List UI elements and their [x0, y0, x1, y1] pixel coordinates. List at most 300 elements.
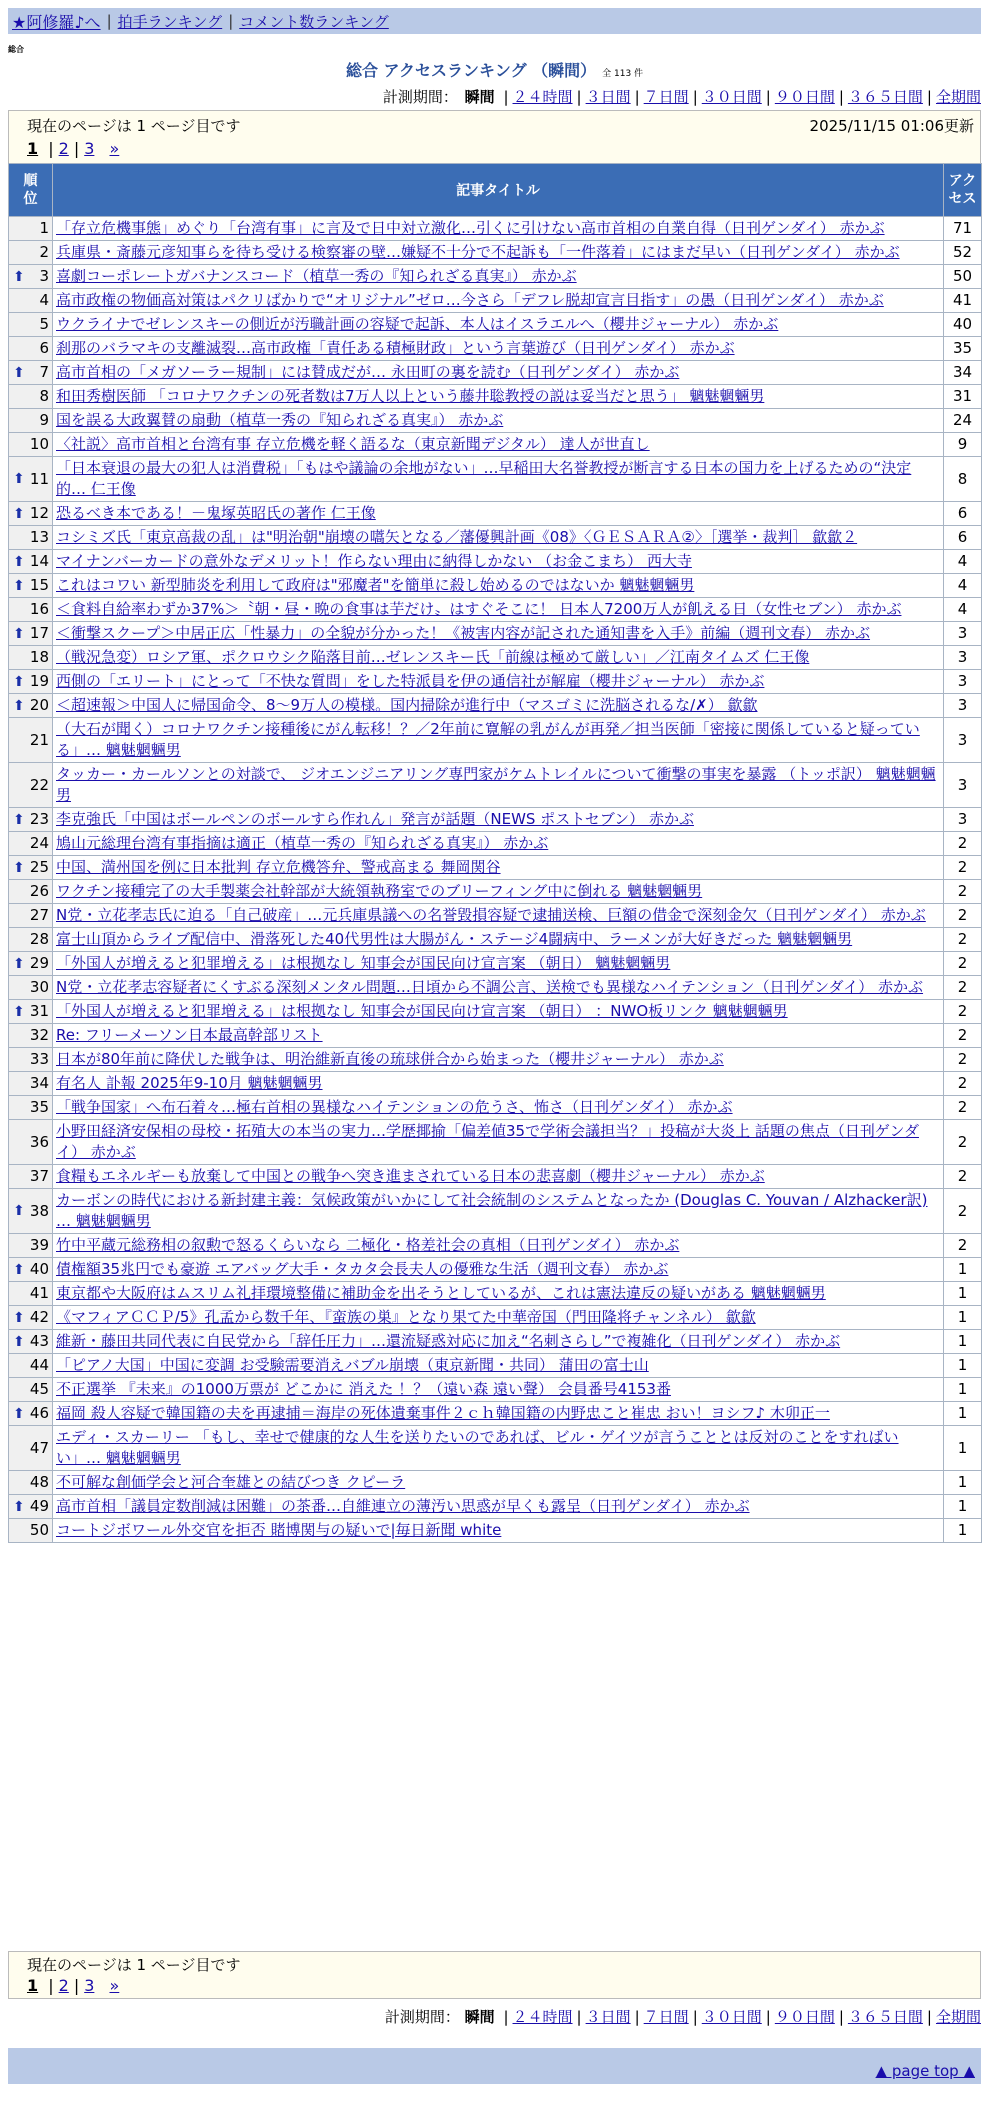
- rank-up-arrow-icon: ⬆: [13, 577, 25, 594]
- ranking-table-body: [9, 217, 982, 1543]
- table-row: [9, 1402, 982, 1426]
- article-title-link[interactable]: 「戦争国家」へ布石着々…極右首相の異様なハイテンションの危うさ、怖さ（日刊ゲンダイ） 赤かぶ: [56, 1098, 733, 1116]
- table-row: [9, 1471, 982, 1495]
- access-count: 52: [944, 241, 982, 265]
- period-separator: |: [634, 88, 640, 106]
- access-count: 1: [944, 1282, 982, 1306]
- table-row: [9, 1120, 982, 1165]
- table-row: [9, 1330, 982, 1354]
- access-count: 2: [944, 1120, 982, 1165]
- article-title-link[interactable]: 有名人 訃報 2025年9-10月 魑魅魍魎男: [56, 1074, 323, 1092]
- rank-cell: [9, 265, 53, 289]
- table-row: [9, 763, 982, 808]
- rank-number: 37: [29, 1167, 49, 1185]
- pager-current: 1: [27, 139, 39, 158]
- table-row: [9, 880, 982, 904]
- access-count: 50: [944, 265, 982, 289]
- total-count: 全 113 件: [602, 69, 644, 79]
- rank-number: 30: [29, 978, 49, 996]
- period-separator: |: [926, 2008, 932, 2026]
- page-title: 総合 アクセスランキング （瞬間）: [345, 61, 597, 80]
- pager-link[interactable]: 3: [84, 1976, 95, 1995]
- rank-cell: [9, 1519, 53, 1543]
- period-separator: |: [634, 2008, 640, 2026]
- article-title-link[interactable]: ＜衝撃スクープ＞中居正広「性暴力」の全貌が分かった！《被害内容が記された通知書を入手》前編（週刊文春） 赤かぶ: [56, 624, 871, 642]
- article-title-link[interactable]: 高市首相の「メガソーラー規制」には賛成だが… 永田町の裏を読む（日刊ゲンダイ） 赤かぶ: [56, 363, 680, 381]
- article-title-link[interactable]: 不可解な創価学会と河合奎雄との結びつき クピーラ: [56, 1473, 406, 1491]
- article-title-link[interactable]: 食糧もエネルギーも放棄して中国との戦争へ突き進まされている日本の悲喜劇（櫻井ジャーナル） 赤かぶ: [56, 1167, 765, 1185]
- article-title-link[interactable]: 不正選挙 『未来』の1000万票が どこかに 消えた ！？（遠い森 遠い聲） 会員番号4153番: [56, 1380, 671, 1398]
- period-link[interactable]: ２４時間: [512, 88, 573, 106]
- period-selector-bottom: [385, 2006, 981, 2027]
- table-row: [9, 622, 982, 646]
- rank-cell: [9, 502, 53, 526]
- article-title-link[interactable]: 李克強氏「中国はボールペンのボールすら作れん」発言が話題（NEWS ポストセブン） 赤かぶ: [56, 810, 694, 828]
- rank-number: 41: [29, 1284, 49, 1302]
- article-title-link[interactable]: 兵庫県・斎藤元彦知事らを待ち受ける検察審の壁…嫌疑不十分で不起訴も「一件落着」にはまだ早い（日刊ゲンダイ） 赤かぶ: [56, 243, 900, 261]
- period-separator: |: [576, 2008, 582, 2026]
- title-cell: [53, 550, 944, 574]
- title-cell: [53, 1402, 944, 1426]
- table-row: [9, 1165, 982, 1189]
- title-cell: [53, 1282, 944, 1306]
- table-row: [9, 952, 982, 976]
- period-separator: |: [692, 2008, 698, 2026]
- current-page-text: 現在のページは 1 ページ目です: [27, 117, 241, 135]
- rank-cell: [9, 433, 53, 457]
- period-link[interactable]: ３０日間: [701, 88, 762, 106]
- table-row: [9, 1072, 982, 1096]
- access-count: 3: [944, 670, 982, 694]
- access-count: 1: [944, 1354, 982, 1378]
- rank-cell: [9, 1306, 53, 1330]
- rank-up-arrow-icon: ⬆: [13, 811, 25, 828]
- rank-number: 2: [39, 243, 49, 261]
- pager-current: 1: [27, 1976, 39, 1995]
- title-cell: [53, 904, 944, 928]
- table-row: [9, 1048, 982, 1072]
- article-title-link[interactable]: 恐るべき本である！－鬼塚英昭氏の著作 仁王像: [56, 504, 376, 522]
- title-cell: [53, 1048, 944, 1072]
- article-title-link[interactable]: 「日本衰退の最大の犯人は消費税」「もはや議論の余地がない」…早稲田大名誉教授が断言する日本の国力を上げるための“決定的… 仁王像: [56, 459, 912, 498]
- rank-number: 7: [39, 363, 49, 381]
- comment-ranking-link[interactable]: コメント数ランキング: [239, 12, 389, 31]
- table-header-row: [9, 164, 982, 217]
- rank-cell: [9, 385, 53, 409]
- access-count: 1: [944, 1471, 982, 1495]
- period-selector-top: [383, 86, 981, 107]
- access-count: 4: [944, 574, 982, 598]
- title-cell: [53, 433, 944, 457]
- rank-cell: [9, 1426, 53, 1471]
- access-count: 1: [944, 1519, 982, 1543]
- table-row: [9, 313, 982, 337]
- table-row: [9, 976, 982, 1000]
- article-title-link[interactable]: 《マフィアＣＣＰ/5》孔孟から数千年、『蛮族の巣』となり果てた中華帝国（門田隆将チャンネル） 歙歙: [56, 1308, 756, 1326]
- access-count: 2: [944, 952, 982, 976]
- article-title-link[interactable]: 高市首相「議員定数削減は困難」の茶番…自維連立の薄汚い思惑が早くも露呈（日刊ゲンダイ） 赤かぶ: [56, 1497, 750, 1515]
- rank-cell: [9, 598, 53, 622]
- rank-cell: [9, 409, 53, 433]
- table-row: [9, 1000, 982, 1024]
- rank-number: 25: [29, 858, 49, 876]
- rank-number: 24: [29, 834, 49, 852]
- article-title-link[interactable]: 〈社説〉高市首相と台湾有事 存立危機を軽く語るな（東京新聞デジタル） 達人が世直し: [56, 435, 650, 453]
- period-separator: |: [503, 2008, 509, 2026]
- rank-cell: [9, 1165, 53, 1189]
- rank-cell: [9, 763, 53, 808]
- table-row: [9, 574, 982, 598]
- article-title-link[interactable]: 「ピアノ大国」中国に変調 お受験需要消えバブル崩壊（東京新聞・共同） 蒲田の富士山: [56, 1356, 649, 1374]
- title-cell: [53, 808, 944, 832]
- title-cell: [53, 832, 944, 856]
- table-row: [9, 526, 982, 550]
- pager-spacer: [99, 1976, 104, 1995]
- period-link[interactable]: ３日間: [585, 2008, 631, 2026]
- rank-cell: [9, 1402, 53, 1426]
- rank-number: 14: [29, 552, 49, 570]
- article-title-link[interactable]: 国を誤る大政翼賛の扇動（植草一秀の『知られざる真実』） 赤かぶ: [56, 411, 504, 429]
- article-title-link[interactable]: 竹中平蔵元総務相の叙勲で怒るくらいなら 二極化・格差社会の真相（日刊ゲンダイ） 赤かぶ: [56, 1236, 680, 1254]
- article-title-link[interactable]: 小野田経済安保相の母校・拓殖大の本当の実力…学歴揶揄「偏差値35で学術会議担当？」投稿が大炎上 話題の焦点（日刊ゲンダイ） 赤かぶ: [56, 1122, 919, 1161]
- rank-cell: [9, 1495, 53, 1519]
- access-count: 3: [944, 808, 982, 832]
- period-link[interactable]: ７日間: [643, 88, 689, 106]
- article-title-link[interactable]: 西側の「エリート」にとって「不快な質問」をした特派員を伊の通信社が解雇（櫻井ジャーナル） 赤かぶ: [56, 672, 765, 690]
- rank-number: 21: [29, 730, 49, 749]
- table-row: [9, 1426, 982, 1471]
- table-row: [9, 337, 982, 361]
- rank-up-arrow-icon: ⬆: [13, 505, 25, 522]
- rank-number: 40: [29, 1260, 49, 1278]
- table-row: [9, 1354, 982, 1378]
- rank-up-arrow-icon: ⬆: [13, 1003, 25, 1020]
- article-title-link[interactable]: （戦況急変）ロシア軍、ポクロウシク陥落目前…ゼレンスキー氏「前線は極めて厳しい」／江南タイムズ 仁王像: [56, 648, 810, 666]
- access-count: 3: [944, 622, 982, 646]
- table-row: [9, 502, 982, 526]
- page-top-link[interactable]: ▲ page top ▲: [875, 2062, 975, 2080]
- access-count: 2: [944, 904, 982, 928]
- table-row: [9, 1189, 982, 1234]
- access-count: 2: [944, 832, 982, 856]
- access-count: 24: [944, 409, 982, 433]
- rank-number: 34: [29, 1074, 49, 1092]
- period-link[interactable]: ２４時間: [512, 2008, 573, 2026]
- top-nav-bar: [8, 8, 981, 34]
- article-title-link[interactable]: N党・立花孝志容疑者にくすぶる深刻メンタル問題…日頃から不調公言、送検でも異様なハイテンション（日刊ゲンダイ） 赤かぶ: [56, 978, 924, 996]
- access-count: 6: [944, 502, 982, 526]
- rank-number: 9: [39, 411, 49, 429]
- title-cell: [53, 217, 944, 241]
- table-row: [9, 1495, 982, 1519]
- article-title-link[interactable]: 刹那のバラマキの支離滅裂…高市政権「責任ある積極財政」という言葉遊び（日刊ゲンダイ） 赤かぶ: [56, 339, 735, 357]
- article-title-link[interactable]: 「外国人が増えると犯罪増える」は根拠なし 知事会が国民向け宣言案 （朝日） ：NWO板リンク 魑魅魍魎男: [56, 1002, 788, 1020]
- table-row: [9, 241, 982, 265]
- pager-separator: |: [73, 139, 80, 158]
- rank-number: 1: [39, 219, 49, 237]
- period-separator: |: [838, 88, 844, 106]
- title-cell: [53, 1378, 944, 1402]
- access-count: 1: [944, 1426, 982, 1471]
- period-link[interactable]: ３６５日間: [847, 88, 923, 106]
- title-cell: [53, 1471, 944, 1495]
- title-cell: [53, 1000, 944, 1024]
- period-separator: |: [765, 88, 771, 106]
- rank-number: 33: [29, 1050, 49, 1068]
- table-row: [9, 598, 982, 622]
- rank-number: 26: [29, 882, 49, 900]
- access-count: 40: [944, 313, 982, 337]
- bottom-bar: [8, 2048, 981, 2084]
- title-cell: [53, 622, 944, 646]
- page-info-box: [8, 110, 981, 164]
- title-cell: [53, 361, 944, 385]
- article-title-link[interactable]: ウクライナでゼレンスキーの側近が汚職計画の容疑で起訴、本人はイスラエルへ（櫻井ジャーナル） 赤かぶ: [56, 315, 779, 333]
- access-count: 6: [944, 526, 982, 550]
- title-cell: [53, 1306, 944, 1330]
- title-cell: [53, 1330, 944, 1354]
- article-title-link[interactable]: 債権額35兆円でも豪遊 エアバッグ大手・タカタ会長夫人の優雅な生活（週刊文春） 赤かぶ: [56, 1260, 669, 1278]
- table-row: [9, 1378, 982, 1402]
- rank-number: 39: [29, 1236, 49, 1254]
- table-row: [9, 361, 982, 385]
- rank-number: 5: [39, 315, 49, 333]
- period-link[interactable]: ９０日間: [774, 2008, 835, 2026]
- rank-up-arrow-icon: ⬆: [13, 268, 25, 285]
- title-cell: [53, 457, 944, 502]
- header-access: アクセス: [944, 164, 982, 217]
- rank-cell: [9, 1354, 53, 1378]
- table-row: [9, 1024, 982, 1048]
- access-count: 2: [944, 1234, 982, 1258]
- title-cell: [53, 1072, 944, 1096]
- period-link[interactable]: ３６５日間: [847, 2008, 923, 2026]
- table-row: [9, 457, 982, 502]
- access-count: 2: [944, 1024, 982, 1048]
- article-title-link[interactable]: コシミズ氏「東京高裁の乱」は"明治朝"崩壊の嚆矢となる／藩優興計画《08》〈ＧＥＳＡＲＡ②〉［選挙・裁判］ 歙歙２: [56, 528, 858, 546]
- table-row: [9, 385, 982, 409]
- rank-cell: [9, 1471, 53, 1495]
- pager-spacer: [99, 139, 104, 158]
- rank-number: 46: [29, 1404, 49, 1422]
- pager-link[interactable]: 3: [84, 139, 95, 158]
- article-title-link[interactable]: （大石が聞く）コロナワクチン接種後にがん転移！？／2年前に寛解の乳がんが再発／担当医師「密接に関係していると疑っている」… 魑魅魍魎男: [56, 720, 920, 759]
- article-title-link[interactable]: タッカー・カールソンとの対談で、 ジオエンジニアリング専門家がケムトレイルについて衝撃の事実を暴露 （トッポ訳） 魑魅魍魎男: [56, 765, 936, 804]
- rank-cell: [9, 550, 53, 574]
- title-cell: [53, 241, 944, 265]
- table-row: [9, 409, 982, 433]
- rank-number: 22: [29, 775, 49, 794]
- access-count: 31: [944, 385, 982, 409]
- article-title-link[interactable]: 高市政権の物価高対策はパクリばかりで“オリジナル”ゼロ…今さら「デフレ脱却宣言目指す」の愚（日刊ゲンダイ） 赤かぶ: [56, 291, 884, 309]
- home-link[interactable]: ★阿修羅♪へ: [12, 12, 101, 32]
- table-row: [9, 670, 982, 694]
- rank-number: 48: [29, 1473, 49, 1491]
- period-link[interactable]: 全期間: [935, 2008, 981, 2026]
- period-link[interactable]: ３０日間: [701, 2008, 762, 2026]
- table-row: [9, 856, 982, 880]
- title-cell: [53, 313, 944, 337]
- table-row: [9, 832, 982, 856]
- period-separator: |: [838, 2008, 844, 2026]
- rank-cell: [9, 856, 53, 880]
- rank-cell: [9, 1048, 53, 1072]
- rank-number: 45: [29, 1380, 49, 1398]
- pager-next-link[interactable]: »: [109, 139, 120, 158]
- rank-number: 16: [29, 600, 49, 618]
- access-count: 2: [944, 1048, 982, 1072]
- article-title-link[interactable]: ワクチン接種完了の大手製薬会社幹部が大統領執務室でのブリーフィング中に倒れる 魑魅魍魎男: [56, 882, 703, 900]
- period-link[interactable]: ９０日間: [774, 88, 835, 106]
- title-cell: [53, 1519, 944, 1543]
- period-separator: |: [765, 2008, 771, 2026]
- pager-link[interactable]: 2: [58, 139, 69, 158]
- access-count: 41: [944, 289, 982, 313]
- access-count: 2: [944, 1072, 982, 1096]
- title-cell: [53, 1258, 944, 1282]
- title-cell: [53, 763, 944, 808]
- period-current: 瞬間: [464, 88, 495, 106]
- rank-cell: [9, 832, 53, 856]
- rank-cell: [9, 1096, 53, 1120]
- page-info-box-bottom: [8, 1951, 981, 1999]
- table-row: [9, 1519, 982, 1543]
- title-cell: [53, 1096, 944, 1120]
- rank-up-arrow-icon: ⬆: [13, 553, 25, 570]
- access-count: 3: [944, 763, 982, 808]
- access-count: 1: [944, 1402, 982, 1426]
- rank-cell: [9, 289, 53, 313]
- rank-number: 44: [29, 1356, 49, 1374]
- table-row: [9, 646, 982, 670]
- article-title-link[interactable]: 和田秀樹医師 「コロナワクチンの死者数は7万人以上という藤井聡教授の説は妥当だと思う」 魑魅魍魎男: [56, 387, 765, 405]
- table-row: [9, 217, 982, 241]
- period-link[interactable]: ３日間: [585, 88, 631, 106]
- rank-up-arrow-icon: ⬆: [13, 471, 25, 487]
- period-link[interactable]: ７日間: [643, 2008, 689, 2026]
- rank-number: 4: [39, 291, 49, 309]
- access-count: 3: [944, 646, 982, 670]
- title-cell: [53, 265, 944, 289]
- table-row: [9, 694, 982, 718]
- period-link[interactable]: 全期間: [935, 88, 981, 106]
- rank-number: 15: [29, 576, 49, 594]
- rank-number: 20: [29, 696, 49, 714]
- updated-timestamp: 2025/11/15 01:06更新: [809, 117, 974, 135]
- rank-cell: [9, 646, 53, 670]
- article-title-link[interactable]: カーボンの時代における新封建主義：気候政策がいかにして社会統制のシステムとなったか (Douglas C. Youvan / Alzhacker訳) … 魑魅魍魎男: [56, 1191, 928, 1230]
- rank-number: 42: [29, 1308, 49, 1326]
- rank-up-arrow-icon: ⬆: [13, 1309, 25, 1326]
- article-title-link[interactable]: N党・立花孝志氏に迫る「自己破産」…元兵庫県議への名誉毀損容疑で逮捕送検、巨額の借金で深刻金欠（日刊ゲンダイ） 赤かぶ: [56, 906, 926, 924]
- access-count: 2: [944, 928, 982, 952]
- period-separator: |: [576, 88, 582, 106]
- rank-cell: [9, 904, 53, 928]
- title-cell: [53, 385, 944, 409]
- pager-separator: |: [48, 1976, 54, 1995]
- title-cell: [53, 1024, 944, 1048]
- article-title-link[interactable]: ＜食料自給率わずか37%＞〝朝・昼・晩の食事は芋だけ〟はすぐそこに！ 日本人7200万人が飢える日（女性セブン） 赤かぶ: [56, 600, 902, 618]
- rank-number: 12: [29, 504, 49, 522]
- rank-up-arrow-icon: ⬆: [13, 1203, 25, 1219]
- rank-cell: [9, 670, 53, 694]
- table-row: [9, 928, 982, 952]
- rank-cell: [9, 622, 53, 646]
- rank-cell: [9, 1258, 53, 1282]
- rank-up-arrow-icon: ⬆: [13, 625, 25, 642]
- pager-link[interactable]: 2: [58, 1976, 69, 1995]
- rank-number: 43: [29, 1332, 49, 1350]
- applause-ranking-link[interactable]: 拍手ランキング: [117, 12, 223, 31]
- rank-cell: [9, 1330, 53, 1354]
- table-row: [9, 289, 982, 313]
- rank-cell: [9, 361, 53, 385]
- article-title-link[interactable]: 中国、満州国を例に日本批判 存立危機答弁、警戒高まる 舞岡関谷: [56, 858, 501, 876]
- rank-up-arrow-icon: ⬆: [13, 955, 25, 972]
- article-title-link[interactable]: ＜超速報＞中国人に帰国命令、8～9万人の模様。国内掃除が進行中（マスゴミに洗脳されるな/✗） 歙歙: [56, 696, 758, 714]
- nav-separator: |: [228, 12, 234, 30]
- rank-up-arrow-icon: ⬆: [13, 1498, 25, 1515]
- rank-number: 6: [39, 339, 49, 357]
- rank-up-arrow-icon: ⬆: [13, 1333, 25, 1350]
- access-count: 34: [944, 361, 982, 385]
- access-count: 3: [944, 694, 982, 718]
- table-row: [9, 1258, 982, 1282]
- access-count: 71: [944, 217, 982, 241]
- rank-cell: [9, 1072, 53, 1096]
- rank-number: 28: [29, 930, 49, 948]
- article-title-link[interactable]: コートジボワール外交官を拒否 賭博関与の疑いで|毎日新聞 white: [56, 1521, 502, 1539]
- article-title-link[interactable]: 福岡 殺人容疑で韓国籍の夫を再逮捕＝海岸の死体遺棄事件２ｃｈ韓国籍の内野忠こと崔忠 おい！ヨシフ♪ 木卯正一: [56, 1404, 830, 1422]
- article-title-link[interactable]: 「存立危機事態」めぐり「台湾有事」に言及で日中対立激化…引くに引けない高市首相の自業自得（日刊ゲンダイ） 赤かぶ: [56, 219, 885, 237]
- access-count: 1: [944, 1495, 982, 1519]
- table-row: [9, 808, 982, 832]
- rank-cell: [9, 526, 53, 550]
- article-title-link[interactable]: 東京都や大阪府はムスリム礼拝環境整備に補助金を出そうとしているが、これは憲法違反の疑いがある 魑魅魍魎男: [56, 1284, 826, 1302]
- title-cell: [53, 976, 944, 1000]
- article-title-link[interactable]: 「外国人が増えると犯罪増える」は根拠なし 知事会が国民向け宣言案 （朝日） 魑魅魍魎男: [56, 954, 671, 972]
- table-row: [9, 904, 982, 928]
- article-title-link[interactable]: これはコワい 新型肺炎を利用して政府は"邪魔者"を簡単に殺し始めるのではないか 魑魅魍魎男: [56, 576, 695, 594]
- rank-number: 3: [39, 267, 49, 285]
- title-cell: [53, 1189, 944, 1234]
- table-row: [9, 433, 982, 457]
- rank-cell: [9, 313, 53, 337]
- period-label: 計測期間：: [384, 2008, 460, 2026]
- rank-cell: [9, 1378, 53, 1402]
- article-title-link[interactable]: Re: フリーメーソン日本最高幹部リスト: [56, 1026, 323, 1044]
- rank-number: 36: [29, 1132, 49, 1151]
- article-title-link[interactable]: 喜劇コーポレートガバナンスコード（植草一秀の『知られざる真実』） 赤かぶ: [56, 267, 577, 285]
- rank-number: 31: [29, 1002, 49, 1020]
- article-title-link[interactable]: エディ・スカーリー 「もし、幸せで健康的な人生を送りたいのであれば、ビル・ゲイツが言うこととは反対のことをすればいい」… 魑魅魍魎男: [56, 1428, 899, 1467]
- access-count: 4: [944, 598, 982, 622]
- article-title-link[interactable]: マイナンバーカードの意外なデメリット！作らない理由に納得しかない （お金こまち） 西大寺: [56, 552, 692, 570]
- article-title-link[interactable]: 鳩山元総理台湾有事指摘は適正（植草一秀の『知られざる真実』） 赤かぶ: [56, 834, 549, 852]
- article-title-link[interactable]: 日本が80年前に降伏した戦争は、明治維新直後の琉球併合から始まった（櫻井ジャーナル） 赤かぶ: [56, 1050, 724, 1068]
- period-label: 計測期間：: [382, 88, 458, 106]
- article-title-link[interactable]: 維新・藤田共同代表に自民党から「辞任圧力」…還流疑惑対応に加え“名刺さらし”で複雑化（日刊ゲンダイ） 赤かぶ: [56, 1332, 841, 1350]
- rank-up-arrow-icon: ⬆: [13, 1405, 25, 1422]
- ranking-table: [8, 163, 982, 1543]
- pager-bottom: [27, 1976, 119, 1995]
- pager-next-link[interactable]: »: [109, 1976, 120, 1995]
- rank-number: 23: [29, 810, 49, 828]
- access-count: 1: [944, 1378, 982, 1402]
- rank-number: 18: [29, 648, 49, 666]
- title-cell: [53, 1426, 944, 1471]
- article-title-link[interactable]: 富士山頂からライブ配信中、滑落死した40代男性は大腸がん・ステージ4闘病中、ラーメンが大好きだった 魑魅魍魎男: [56, 930, 853, 948]
